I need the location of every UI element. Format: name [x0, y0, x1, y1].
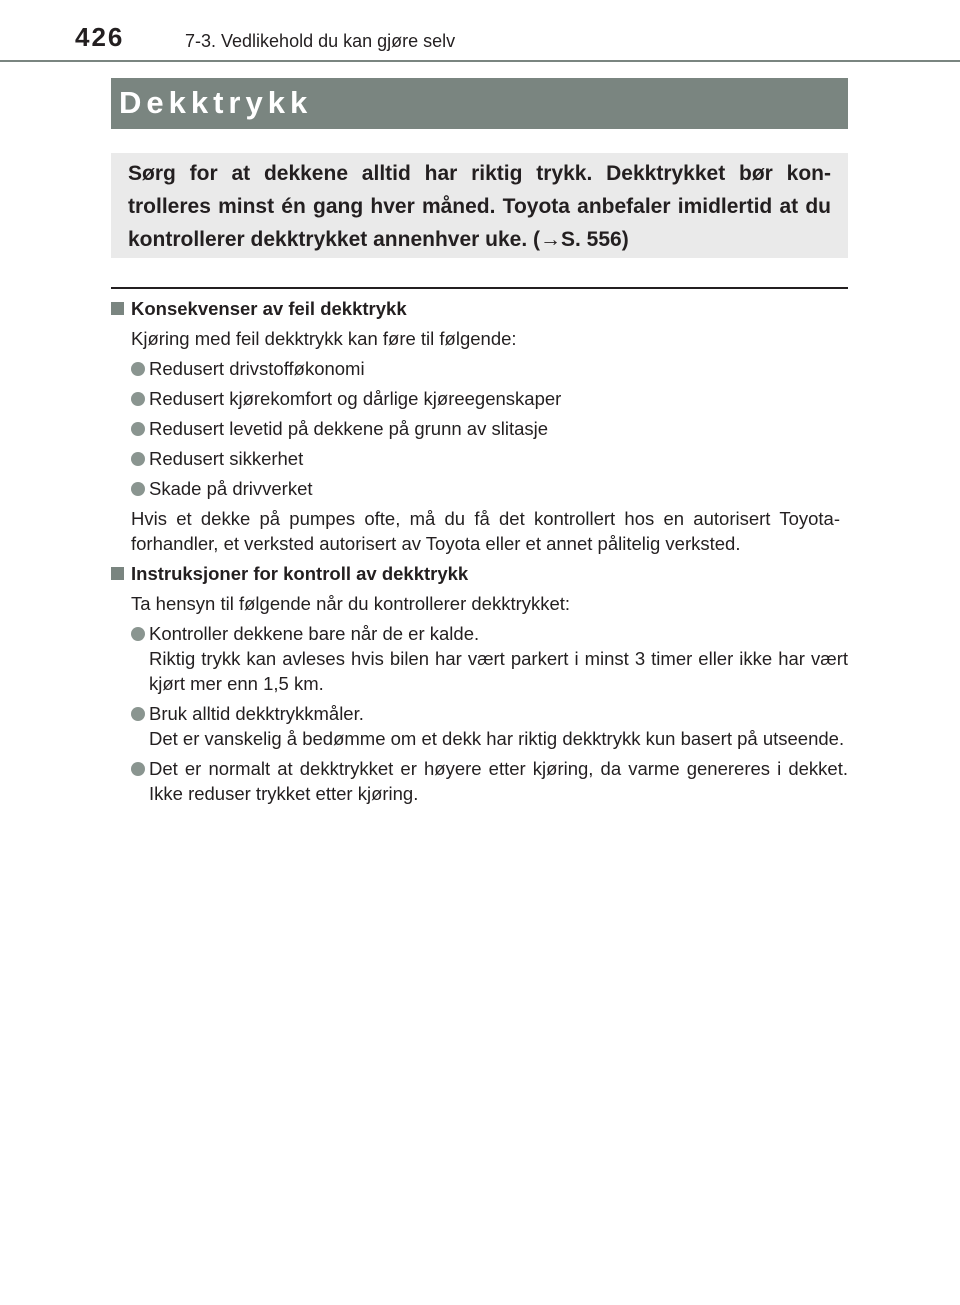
list-item-text: Redusert sikkerhet	[149, 448, 304, 469]
list-item-text: Redusert kjørekomfort og dårlige kjøreegenskaper	[149, 388, 562, 409]
content-body	[111, 296, 848, 806]
list-item	[131, 756, 848, 806]
list-item	[131, 416, 848, 441]
instructions-heading	[111, 561, 848, 586]
list-item	[131, 476, 848, 501]
bullet-dot-icon	[131, 362, 145, 376]
list-item-text: Redusert drivstofføkonomi	[149, 358, 365, 379]
list-item	[131, 701, 848, 751]
bullet-dot-icon	[131, 627, 145, 641]
list-item-title: Det er normalt at dekktrykket er høyere etter kjøring, da varme genereres i dekket. Ikke reduser trykket etter kjøring.	[149, 758, 848, 804]
list-item	[131, 621, 848, 696]
list-item-text: Skade på drivverket	[149, 478, 313, 499]
intro-text: Sørg for at dekkene alltid har riktig trykk. Dekktrykket bør kon-trolleres minst én gang hver måned. Toyota anbefaler imidlertid at du kontrollerer dekktrykket annenhver uke. (→S. 556)	[128, 162, 831, 251]
list-item	[131, 446, 848, 471]
bullet-dot-icon	[131, 762, 145, 776]
list-item	[131, 386, 848, 411]
list-item-title: Bruk alltid dekktrykkmåler.	[149, 703, 364, 724]
intro-box	[111, 153, 848, 258]
bullet-dot-icon	[131, 452, 145, 466]
page-header	[0, 0, 960, 62]
consequences-note: Hvis et dekke på pumpes ofte, må du få det kontrollert hos en autorisert Toyota-forhandler, et verksted autorisert av Toyota eller et annet pålitelig verksted.	[131, 508, 840, 554]
bullet-dot-icon	[131, 392, 145, 406]
section-title: Dekktrykk	[119, 85, 313, 120]
consequences-lead: Kjøring med feil dekktrykk kan føre til følgende:	[131, 328, 517, 349]
section-divider	[111, 287, 848, 289]
section-banner	[111, 78, 848, 129]
list-item-title: Kontroller dekkene bare når de er kalde.	[149, 623, 480, 644]
list-item	[131, 356, 848, 381]
page-number: 426	[75, 22, 125, 52]
instructions-lead: Ta hensyn til følgende når du kontrollerer dekktrykket:	[131, 593, 571, 614]
square-bullet-icon	[111, 302, 124, 315]
consequences-heading	[111, 296, 848, 321]
list-item-detail: Riktig trykk kan avleses hvis bilen har vært parkert i minst 3 timer eller ikke har vært kjørt mer enn 1,5 km.	[149, 648, 848, 694]
list-item-detail: Det er vanskelig å bedømme om et dekk har riktig dekktrykk kun basert på utseende.	[149, 728, 845, 749]
bullet-dot-icon	[131, 482, 145, 496]
list-item-text: Redusert levetid på dekkene på grunn av slitasje	[149, 418, 549, 439]
chapter-title: 7-3. Vedlikehold du kan gjøre selv	[185, 31, 456, 51]
instructions-heading-text: Instruksjoner for kontroll av dekktrykk	[131, 563, 469, 584]
square-bullet-icon	[111, 567, 124, 580]
bullet-dot-icon	[131, 422, 145, 436]
header-rule	[0, 60, 960, 62]
consequences-heading-text: Konsekvenser av feil dekktrykk	[131, 298, 407, 319]
bullet-dot-icon	[131, 707, 145, 721]
